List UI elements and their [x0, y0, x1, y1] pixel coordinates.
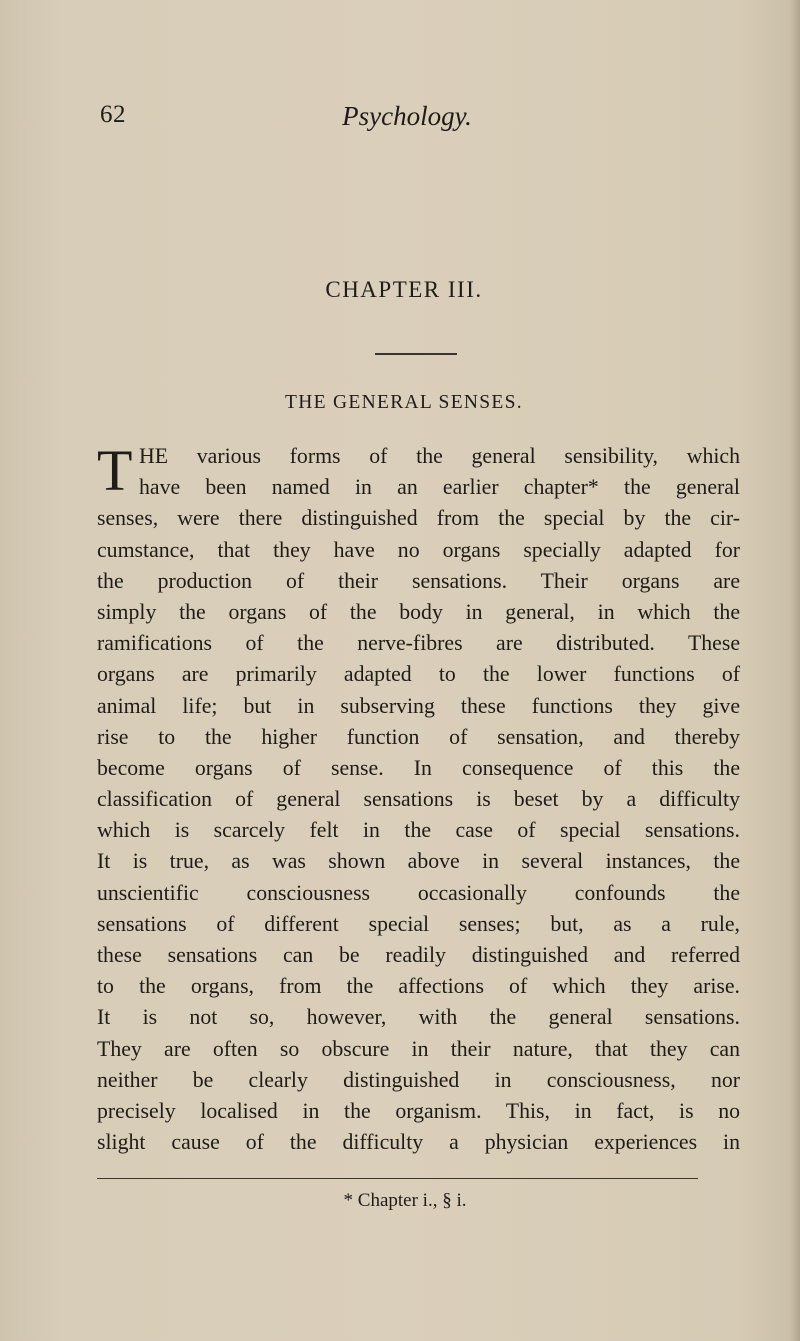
text-line: organs are primarily adapted to the lower functions of [97, 662, 740, 687]
text-line: animal life; but in subserving these functions they give [97, 693, 740, 718]
text-line: unscientific consciousness occasionally confounds the [97, 880, 740, 905]
text-line: to the organs, from the affections of which they arise. [97, 974, 740, 999]
text-line: cumstance, that they have no organs specially adapted for [97, 537, 740, 562]
section-title: THE GENERAL SENSES. [285, 392, 523, 413]
text-line: these sensations can be readily distinguished and referred [97, 943, 740, 967]
page-number: 62 [100, 101, 126, 128]
text-line: neither be clearly distinguished in consciousness, nor [97, 1067, 740, 1092]
text-line: the production of their sensations. Their organs are [97, 568, 740, 593]
text-line: rise to the higher function of sensation, and thereby [97, 724, 740, 749]
drop-cap: T [97, 438, 133, 503]
text-line: classification of general sensations is beset by a difficulty [97, 787, 740, 812]
text-line: It is not so, however, with the general sensations. [97, 1005, 740, 1030]
chapter-title: CHAPTER III. [325, 277, 483, 302]
text-line: slight cause of the difficulty a physician experiences in [97, 1130, 740, 1155]
footnote: * Chapter i., § i. [343, 1190, 467, 1211]
text-line: ramifications of the nerve-fibres are distributed. These [97, 631, 740, 656]
footnote-rule [97, 1178, 698, 1179]
text-line: sensations of different special senses; but, as a rule, [97, 911, 740, 936]
text-line: have been named in an earlier chapter* the general [139, 475, 740, 500]
text-line: senses, were there distinguished from the special by the cir- [97, 506, 740, 531]
text-line: It is true, as was shown above in several instances, the [97, 849, 740, 874]
text-line: simply the organs of the body in general, in which the [97, 599, 740, 624]
chapter-divider-rule [375, 353, 457, 355]
running-head: Psychology. [342, 101, 472, 131]
text-line: They are often so obscure in their nature, that they can [97, 1036, 740, 1061]
text-line: precisely localised in the organism. This, in fact, is no [97, 1098, 740, 1123]
text-line: HE various forms of the general sensibility, which [139, 444, 740, 468]
page-edge-shadow [790, 0, 800, 1341]
body-paragraph [97, 438, 740, 1158]
text-line: which is scarcely felt in the case of special sensations. [97, 818, 740, 843]
text-line: become organs of sense. In consequence of this the [97, 755, 740, 780]
